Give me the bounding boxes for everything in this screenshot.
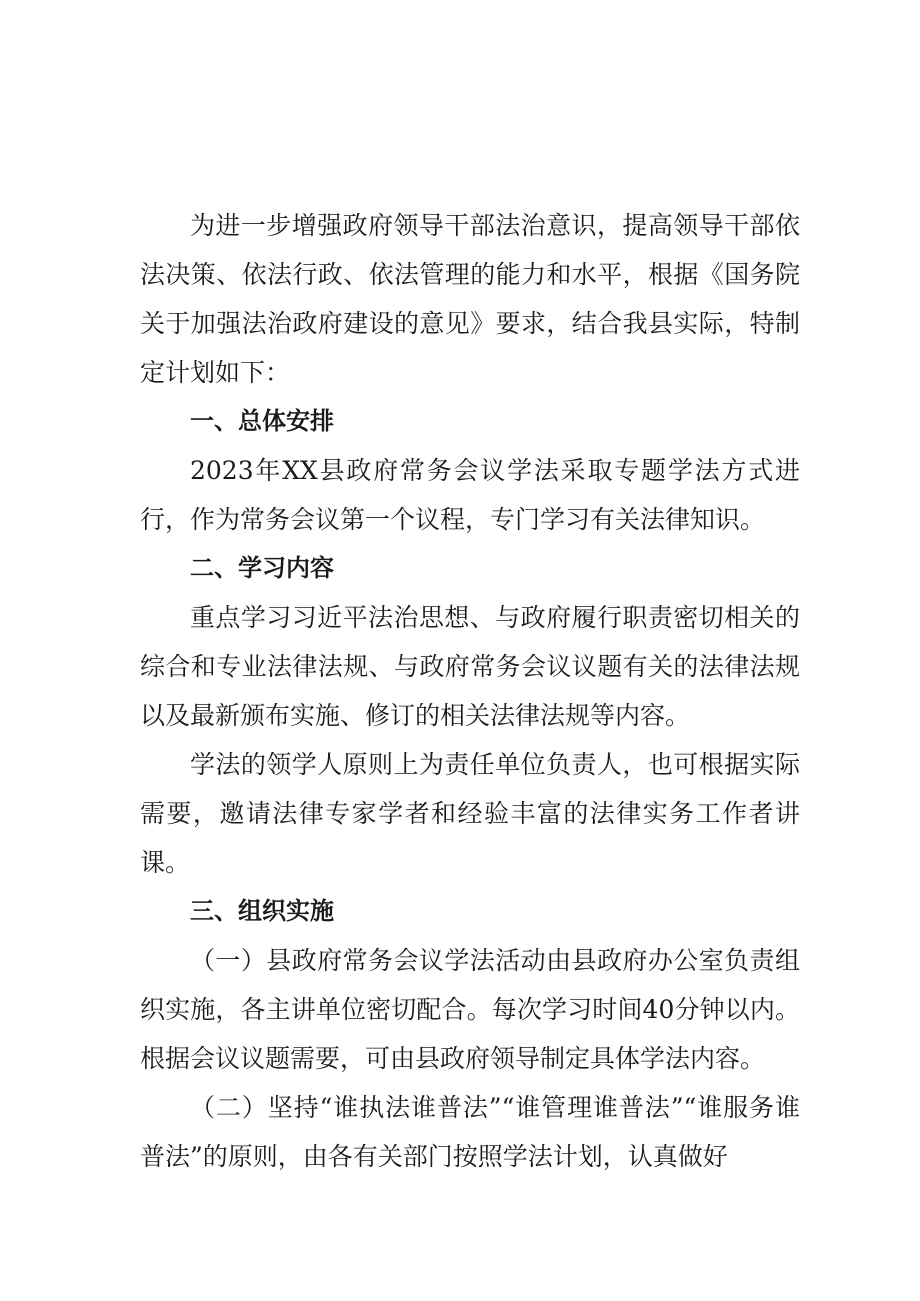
section3-paragraph-1: （一）县政府常务会议学法活动由县政府办公室负责组织实施，各主讲单位密切配合。每次学习时间40分钟以内。根据会议议题需要，可由县政府领导制定具体学法内容。: [140, 946, 800, 1073]
section2-paragraph-1: 重点学习习近平法治思想、与政府履行职责密切相关的综合和专业法律法规、与政府常务会议议题有关的法律法规以及最新颁布实施、修订的相关法律法规等内容。: [140, 603, 800, 730]
section2-paragraph-2: 学法的领学人原则上为责任单位负责人，也可根据实际需要，邀请法律专家学者和经验丰富的法律实务工作者讲课。: [140, 750, 800, 877]
section-heading-organization: 三、组织实施: [190, 897, 334, 925]
section-heading-study-content: 二、学习内容: [190, 554, 334, 582]
document-body: [140, 201, 800, 1181]
section3-paragraph-2: （二）坚持“谁执法谁普法”“谁管理谁普法”“谁服务谁普法”的原则，由各有关部门按照学法计划，认真做好: [140, 1093, 800, 1171]
section-heading-overall-arrangement: 一、总体安排: [190, 407, 334, 435]
section1-paragraph: 2023年XX县政府常务会议学法采取专题学法方式进行，作为常务会议第一个议程，专门学习有关法律知识。: [140, 456, 800, 534]
intro-paragraph: 为进一步增强政府领导干部法治意识，提高领导干部依法决策、依法行政、依法管理的能力和水平，根据《国务院关于加强法治政府建设的意见》要求，结合我县实际，特制定计划如下：: [140, 211, 800, 387]
